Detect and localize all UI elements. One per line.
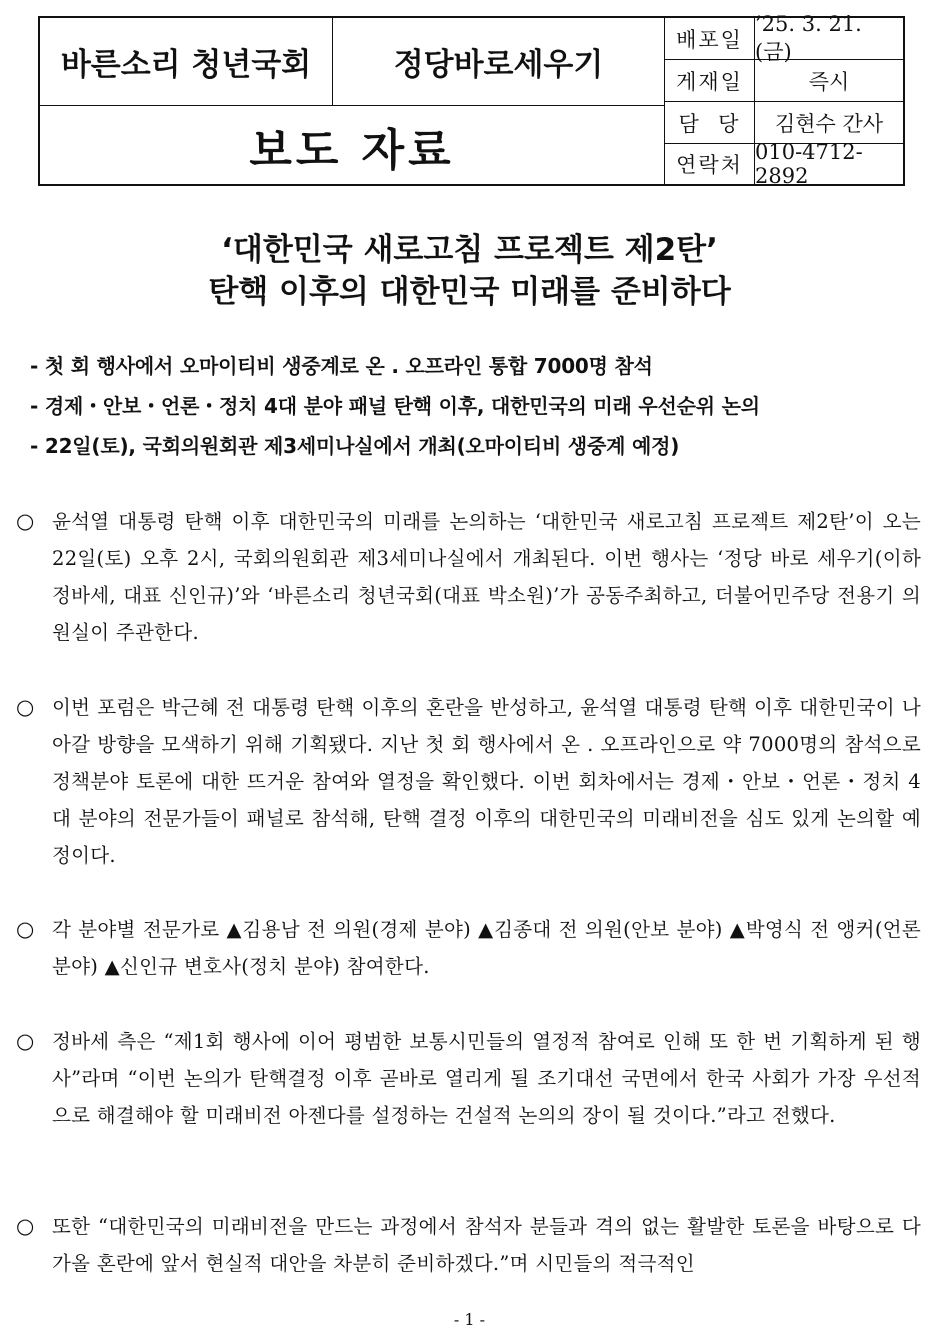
org-name-youth-assembly: 바른소리 청년국회 [40,18,333,106]
header-table [38,11,905,188]
paragraph-text: 또한 “대한민국의 미래비전을 만드는 과정에서 참석자 분들과 격의 없는 활발한 토론을 바탕으로 다가올 혼란에 앞서 현실적 대안을 차분히 준비하겠다.”며 시민들의 적극적인 [52,1215,921,1275]
phone-label: 연락처 [665,144,755,184]
circle-bullet-icon: ○ [16,1214,35,1238]
phone-value: 010-4712-2892 [755,140,863,188]
headline-line-1: ‘대한민국 새로고침 프로젝트 제2탄’ [221,232,718,268]
publish-date-label: 게재일 [665,60,755,102]
org-name-party-reform: 정당바로세우기 [333,18,665,106]
page-number: - 1 - [453,1310,486,1329]
summary-item: - 22일(토), 국회의원회관 제3세미나실에서 개최(오마이티비 생중계 예정) [30,434,680,458]
headline-line-2: 탄핵 이후의 대한민국 미래를 준비하다 [208,274,731,310]
paragraph-text: 이번 포럼은 박근혜 전 대통령 탄핵 이후의 혼란을 반성하고, 윤석열 대통령 탄핵 이후 대한민국이 나아갈 방향을 모색하기 위해 기획됐다. 지난 첫 회 행사에서 온 . 오프라인으로 약 7000명의 참석으로 정책분야 토론에 대한 뜨거운 참여와 열정을 확인했다. 이번 회차에서는 경제・안보・언론・정치 4대 분야의 전문가들이 패널로 참석해, 탄핵 결정 이후의 대한민국의 미래비전을 심도 있게 논의할 예정이다. [52,696,921,867]
circle-bullet-icon: ○ [16,509,35,533]
release-date-label: 배포일 [665,18,755,60]
circle-bullet-icon: ○ [16,917,35,941]
circle-bullet-icon: ○ [16,1029,35,1053]
publish-date-value: 즉시 [755,60,903,102]
paragraph-text: 정바세 측은 “제1회 행사에 이어 평범한 보통시민들의 열정적 참여로 인해 또 한 번 기획하게 된 행사”라며 “이번 논의가 탄핵결정 이후 곧바로 열리게 될 조기대선 국면에서 한국 사회가 가장 우선적으로 해결해야 할 미래비전 아젠다를 설정하는 건설적 논의의 장이 될 것이다.”라고 전했다. [52,1030,921,1127]
contact-person-label: 담 당 [665,102,755,144]
summary-item: - 첫 회 행사에서 오마이티비 생중계로 온 . 오프라인 통합 7000명 참석 [30,354,653,378]
contact-person-value: 김현수 간사 [755,102,903,144]
release-date-value: ’25. 3. 21. (금) [755,18,903,60]
paragraph-text: 윤석열 대통령 탄핵 이후 대한민국의 미래를 논의하는 ‘대한민국 새로고침 프로젝트 제2탄’이 오는 22일(토) 오후 2시, 국회의원회관 제3세미나실에서 개최된다. 이번 행사는 ‘정당 바로 세우기(이하 정바세, 대표 신인규)’와 ‘바른소리 청년국회(대표 박소원)’가 공동주최하고, 더불어민주당 전용기 의원실이 주관한다. [52,510,921,644]
circle-bullet-icon: ○ [16,695,35,719]
doc-type-label: 보도 자료 [40,106,665,186]
paragraph-text: 각 분야별 전문가로 ▲김용남 전 의원(경제 분야) ▲김종대 전 의원(안보 분야) ▲박영식 전 앵커(언론 분야) ▲신인규 변호사(정치 분야) 참여한다. [52,918,921,978]
summary-item: - 경제・안보・언론・정치 4대 분야 패널 탄핵 이후, 대한민국의 미래 우선순위 논의 [30,394,760,418]
